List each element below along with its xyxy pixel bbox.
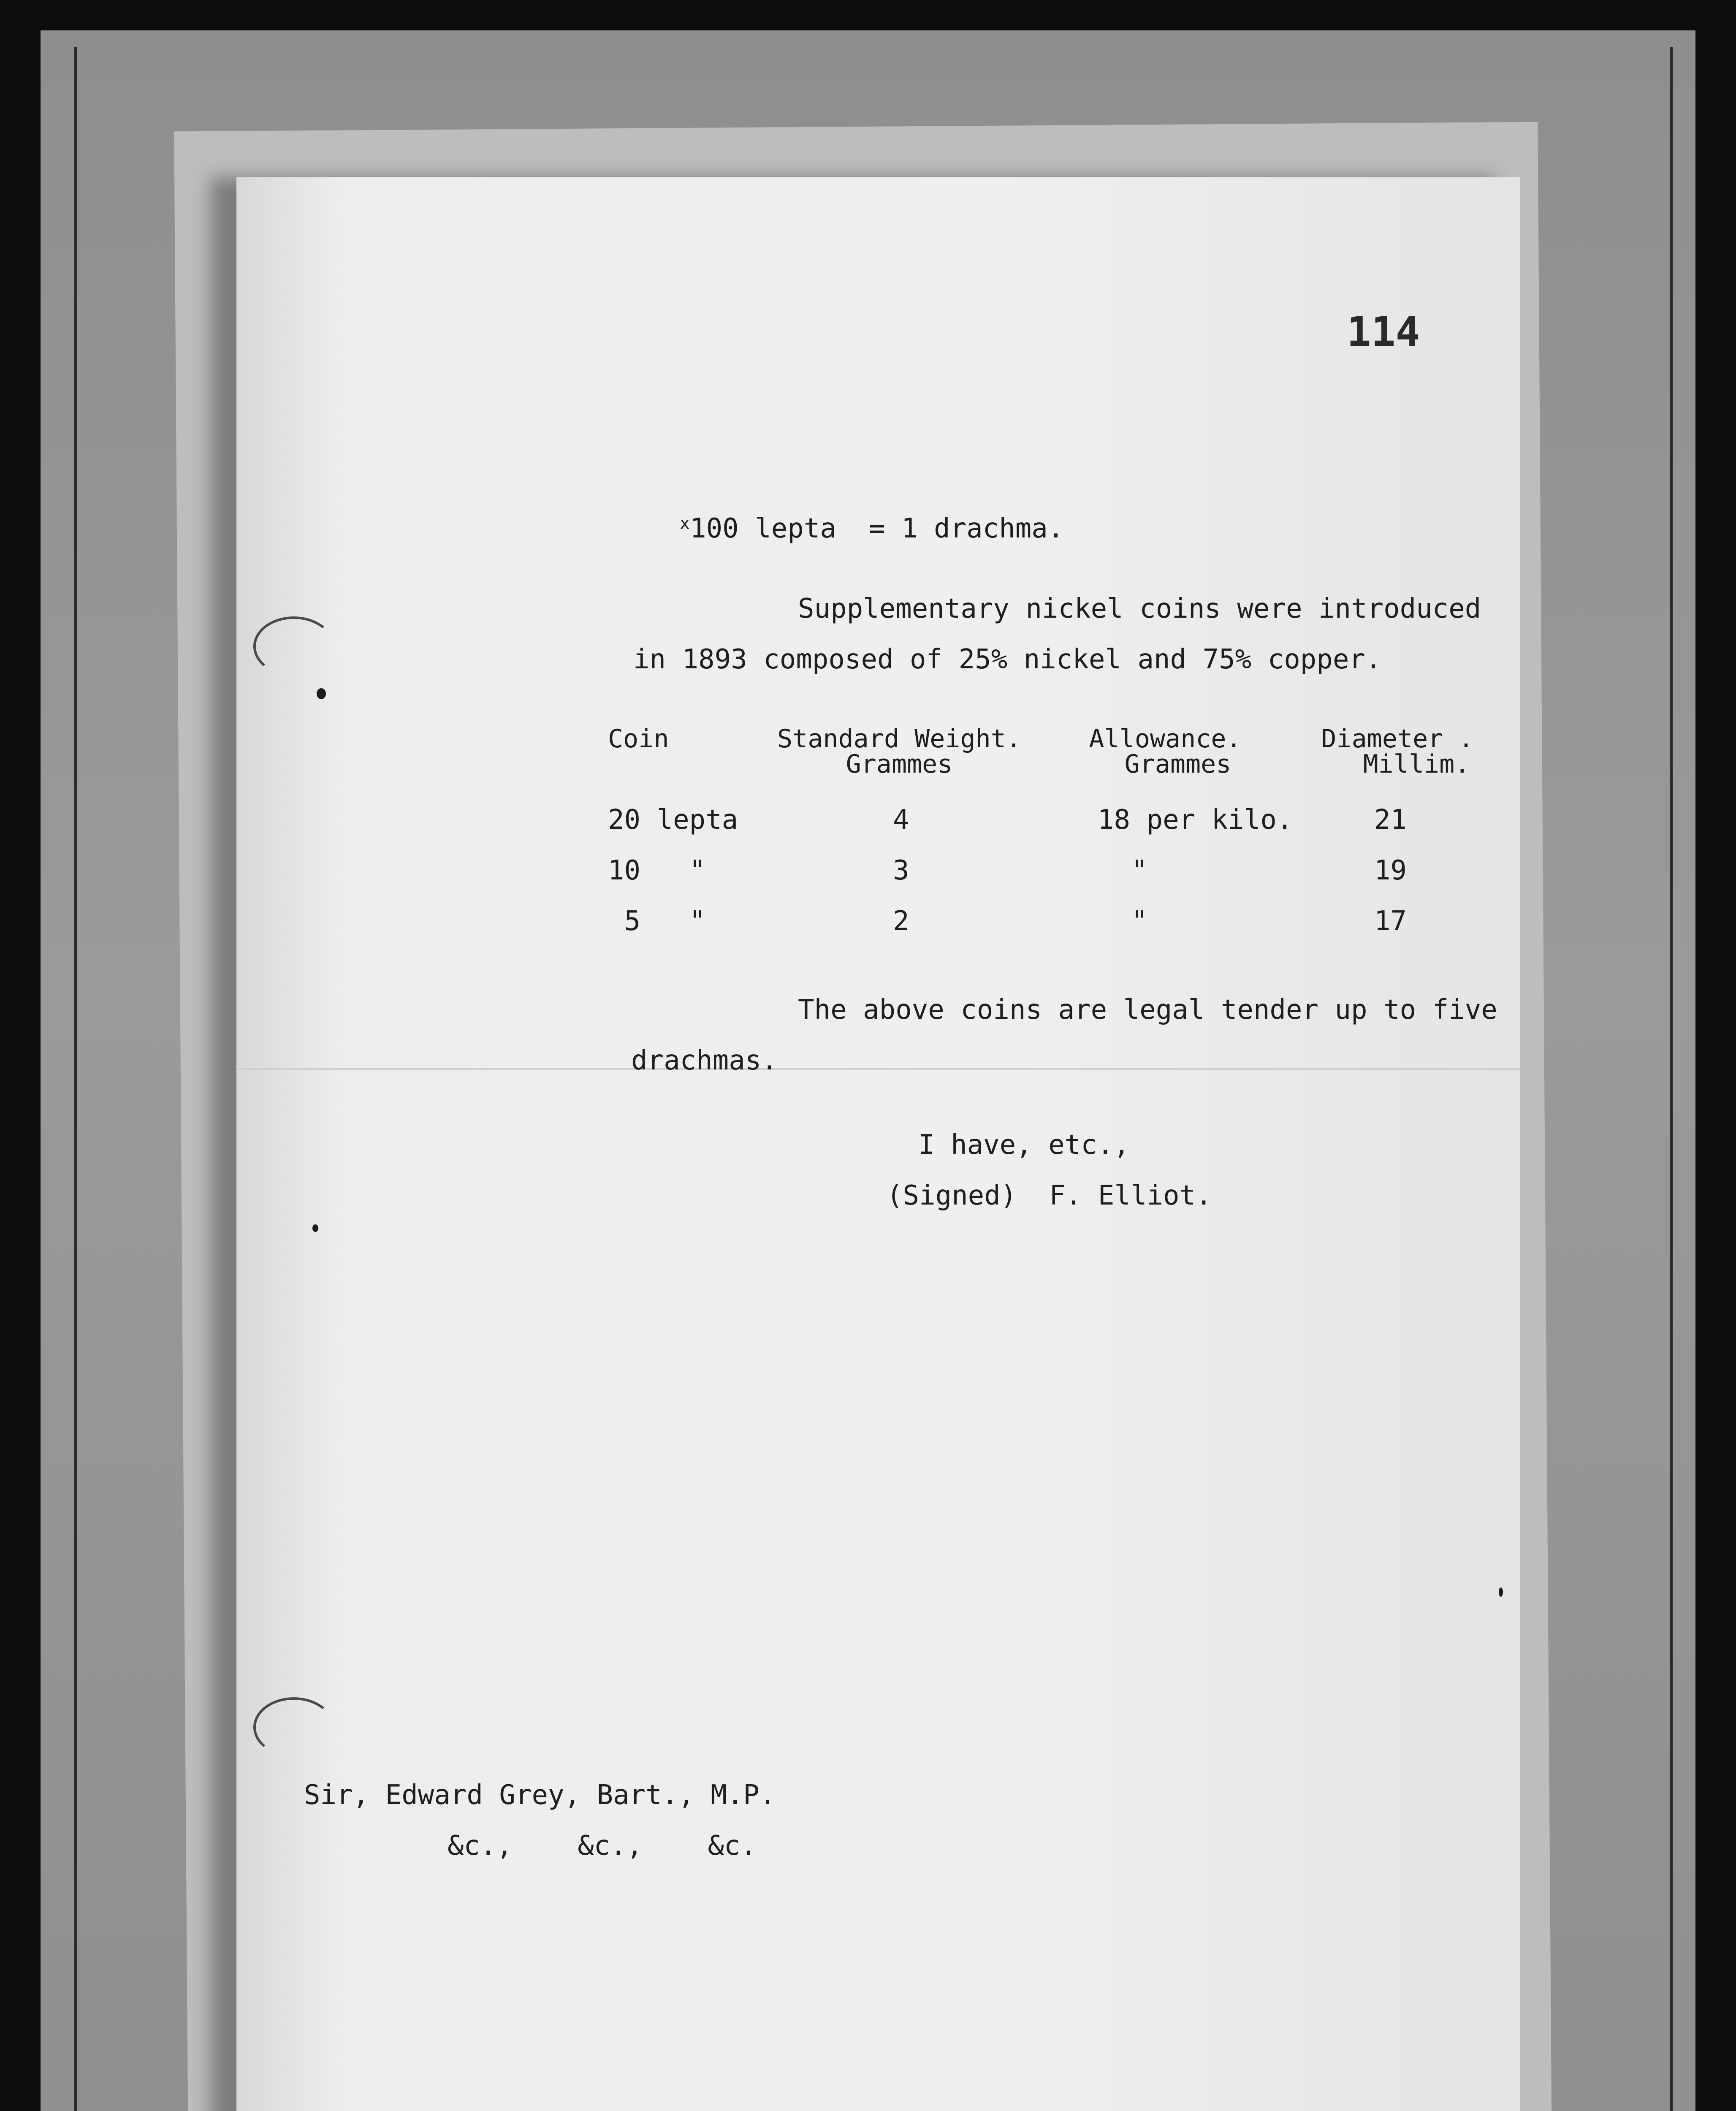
table-row-3-allowance: " [1131,906,1148,937]
table-row-2-diameter: 19 [1374,855,1407,886]
table-row-2-weight: 3 [893,855,909,886]
table-header-diameter: Diameter . Millim. [1321,724,1474,779]
film-speck [312,1224,318,1232]
paragraph2-line1: The above coins are legal tender up to five [798,994,1497,1026]
addressee-line2: &c., &c., &c. [448,1830,757,1861]
document-page [236,177,1520,2111]
paragraph1-line1: Supplementary nickel coins were introduced [798,593,1481,624]
table-header-coin: Coin [608,724,669,754]
footnote [680,515,1064,542]
table-row-1-coin: 20 lepta [608,804,738,836]
table-row-2-coin: 10 " [608,855,706,886]
table-row-3-weight: 2 [893,906,909,937]
paper-edge-curl [253,616,334,676]
frame-border-left [74,47,77,2111]
footnote-text: 100 lepta = 1 drachma. [690,513,1064,544]
frame-border-right [1670,47,1673,2111]
table-row-1-allowance: 18 per kilo. [1098,804,1293,836]
table-row-3-diameter: 17 [1374,906,1407,937]
closing-signature: (Signed) F. Elliot. [887,1180,1212,1211]
page-fold-line [236,1068,1520,1070]
table-row-1-weight: 4 [893,804,909,836]
film-speck [317,688,326,699]
table-row-3-coin: 5 " [608,906,706,937]
film-speck [1499,1587,1503,1597]
table-header-allowance: Allowance. Grammes [1089,724,1242,779]
page-number: 114 [1347,308,1420,355]
addressee-line1: Sir, Edward Grey, Bart., M.P. [304,1780,776,1811]
paper-edge-curl [253,1697,334,1757]
table-header-weight: Standard Weight. Grammes [777,724,1021,779]
footnote-marker: x [680,514,690,533]
closing-line1: I have, etc., [918,1129,1130,1161]
table-row-1-diameter: 21 [1374,804,1407,836]
paragraph2-line2: drachmas. [631,1045,778,1076]
table-row-2-allowance: " [1131,855,1148,886]
paragraph1-line2: in 1893 composed of 25% nickel and 75% copper. [633,644,1382,675]
